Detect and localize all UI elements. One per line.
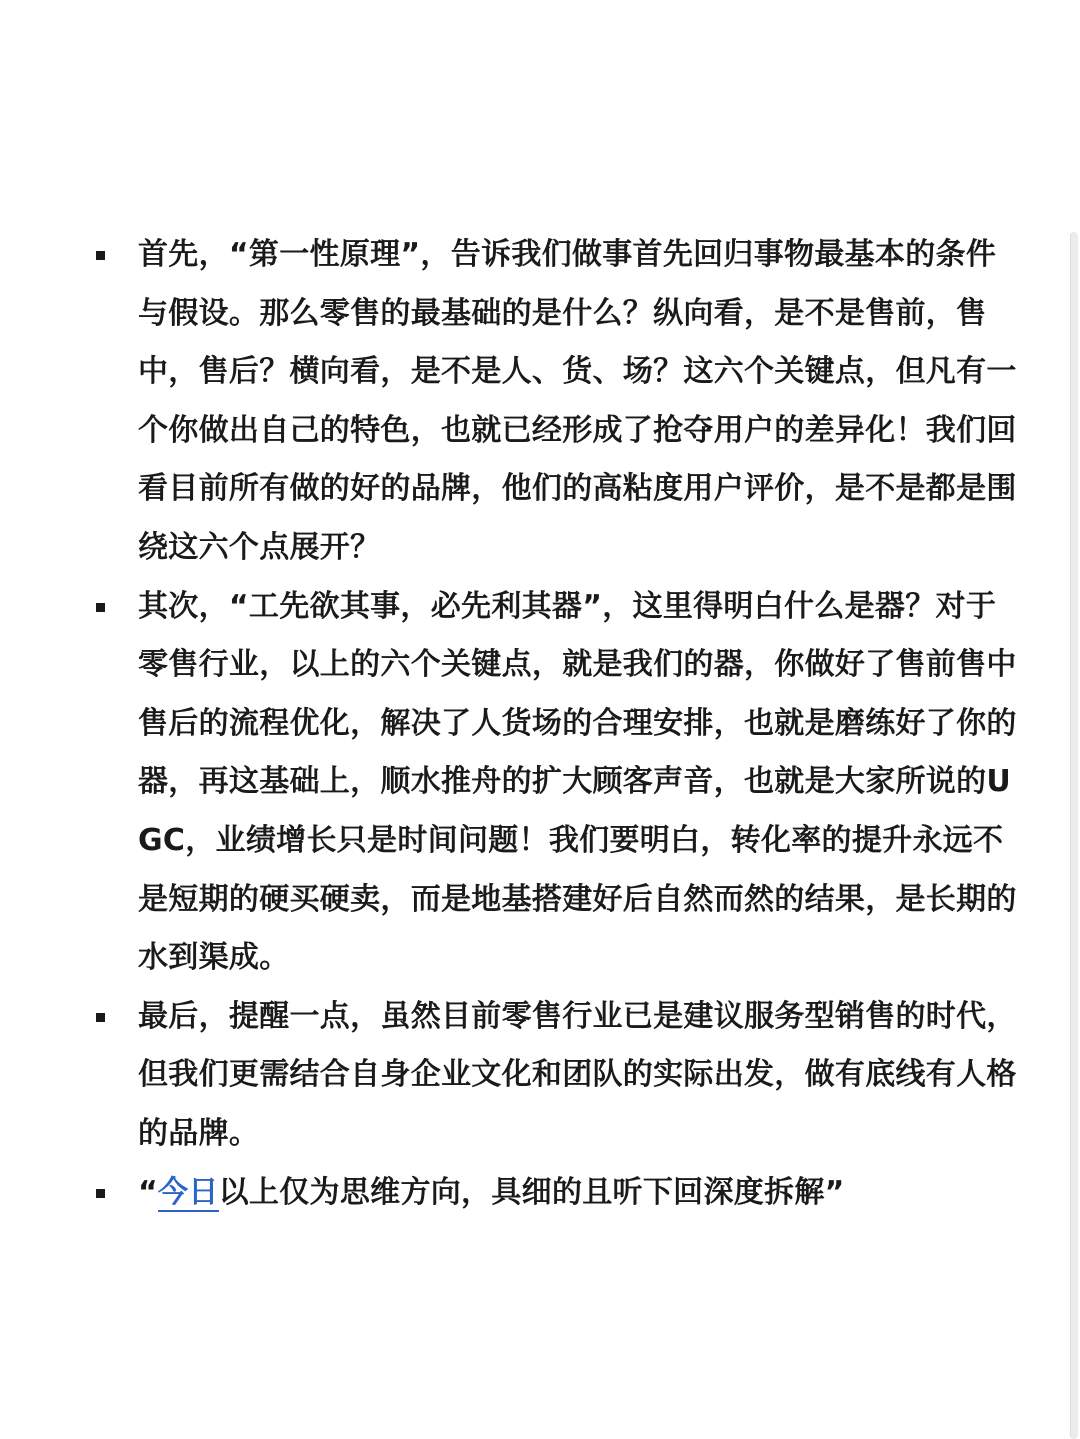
list-item-reminder — [0, 988, 1080, 1164]
today-link[interactable]: 今日 — [158, 1174, 219, 1210]
article-body — [0, 226, 1080, 1222]
list-item-tools — [0, 578, 1080, 988]
list-item-text: 最后，提醒一点，虽然目前零售行业已是建议服务型销售的时代，但我们更需结合自身企业文化和团队的实际出发，做有底线有人格的品牌。 — [138, 998, 1017, 1151]
list-item-text: 首先，“第一性原理”，告诉我们做事首先回归事物最基本的条件与假设。那么零售的最基础的是什么？纵向看，是不是售前，售中，售后？横向看，是不是人、货、场？这六个关键点，但凡有一个你做出自己的特色，也就已经形成了抢夺用户的差异化！我们回看目前所有做的好的品牌，他们的高粘度用户评价，是不是都是围绕这六个点展开？ — [138, 237, 1017, 565]
bullet-square-icon — [96, 603, 105, 612]
bullet-square-icon — [96, 251, 105, 260]
bullet-square-icon — [96, 1013, 105, 1022]
bullet-list — [0, 226, 1080, 1222]
scrollbar-track[interactable] — [1068, 232, 1080, 1439]
closing-quote-open: “ — [138, 1174, 159, 1210]
bullet-square-icon — [96, 1189, 105, 1198]
list-item-closing — [0, 1164, 1080, 1223]
list-item-text: 其次，“工先欲其事，必先利其器”，这里得明白什么是器？对于零售行业，以上的六个关键点，就是我们的器，你做好了售前售中售后的流程优化，解决了人货场的合理安排，也就是磨练好了你的器，再这基础上，顺水推舟的扩大顾客声音，也就是大家所说的UGC，业绩增长只是时间问题！我们要明白，转化率的提升永远不是短期的硬买硬卖，而是地基搭建好后自然而然的结果，是长期的水到渠成。 — [138, 588, 1017, 976]
scrollbar-thumb[interactable] — [1070, 232, 1078, 1439]
list-item-first-principle — [0, 226, 1080, 578]
closing-text: 以上仅为思维方向，具细的且听下回深度拆解” — [218, 1174, 845, 1210]
